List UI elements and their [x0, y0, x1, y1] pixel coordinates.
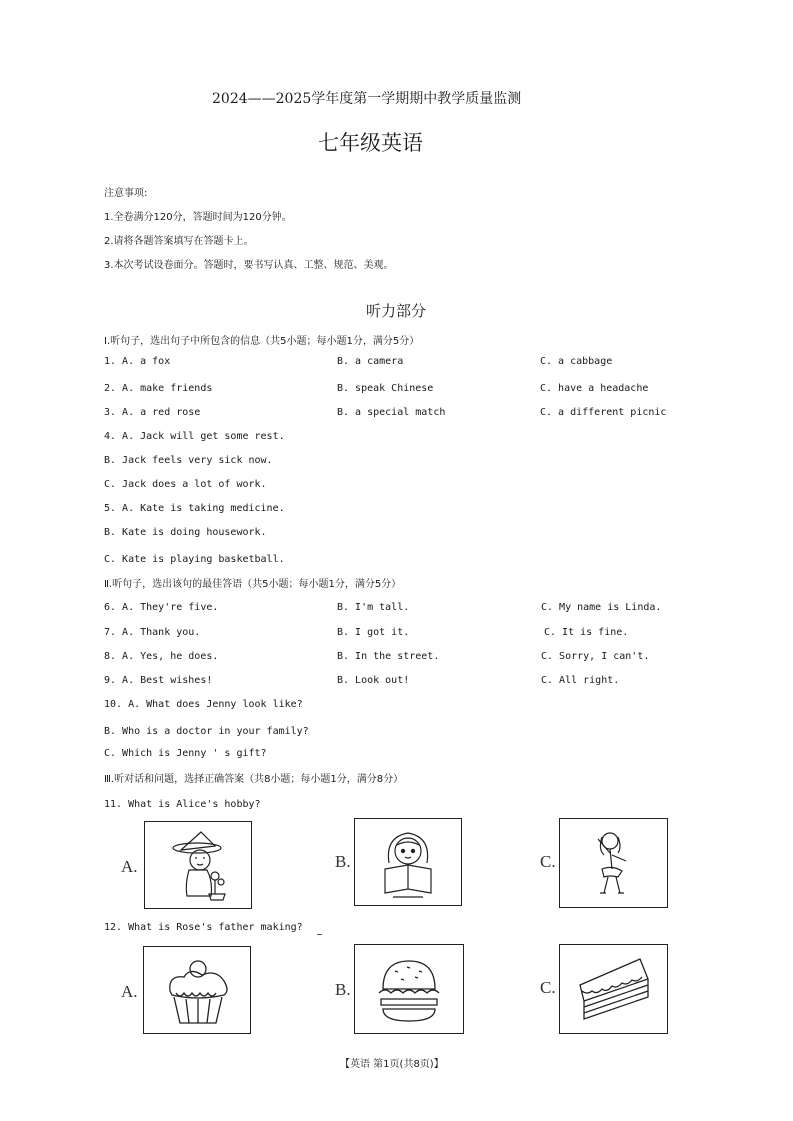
q1-option-a: 1. A. a fox	[104, 356, 171, 367]
girl-reading-book-icon	[355, 819, 461, 905]
q12-picture-c	[559, 944, 668, 1034]
q11-picture-c	[559, 818, 668, 908]
q6-option-b: B. I'm tall.	[337, 602, 410, 613]
q11-picture-a	[144, 821, 252, 909]
q9-option-a: 9. A. Best wishes!	[104, 675, 213, 686]
q11-picture-b	[354, 818, 462, 906]
q6-option-c: C. My name is Linda.	[541, 602, 662, 613]
q7-option-a: 7. A. Thank you.	[104, 627, 201, 638]
q8-option-c: C. Sorry, I can't.	[541, 651, 650, 662]
q11-label-b: B.	[335, 852, 351, 871]
q12-picture-b	[354, 944, 464, 1034]
notes-heading: 注意事项:	[104, 188, 148, 199]
stray-mark	[317, 934, 322, 935]
q9-option-b: B. Look out!	[337, 675, 410, 686]
q3-option-c: C. a different picnic	[540, 407, 667, 418]
q5-option-b: B. Kate is doing housework.	[104, 527, 267, 538]
q5-option-c: C. Kate is playing basketball.	[104, 554, 285, 565]
q12-label-b: B.	[335, 980, 351, 999]
q2-option-a: 2. A. make friends	[104, 383, 213, 394]
q4-option-b: B. Jack feels very sick now.	[104, 455, 273, 466]
q4-option-c: C. Jack does a lot of work.	[104, 479, 267, 490]
q1-option-c: C. a cabbage	[540, 356, 613, 367]
q10-option-a: 10. A. What does Jenny look like?	[104, 699, 303, 710]
hamburger-icon	[355, 945, 463, 1033]
q8-option-b: B. In the street.	[337, 651, 440, 662]
q8-option-a: 8. A. Yes, he does.	[104, 651, 219, 662]
q11-label-a: A.	[121, 857, 138, 876]
q5-option-a: 5. A. Kate is taking medicine.	[104, 503, 285, 514]
girl-dancing-icon	[560, 819, 667, 907]
q11-question: 11. What is Alice's hobby?	[104, 799, 261, 810]
q11-label-c: C.	[540, 852, 556, 871]
q2-option-b: B. speak Chinese	[337, 383, 434, 394]
q7-option-c: C. It is fine.	[544, 627, 629, 638]
q12-picture-a	[143, 946, 251, 1034]
exam-title: 2024——2025学年度第一学期期中教学质量监测	[212, 91, 522, 107]
subject-title: 七年级英语	[318, 131, 423, 155]
q4-option-a: 4. A. Jack will get some rest.	[104, 431, 285, 442]
q6-option-a: 6. A. They're five.	[104, 602, 219, 613]
q10-option-c: C. Which is Jenny ' s gift?	[104, 748, 267, 759]
q9-option-c: C. All right.	[541, 675, 620, 686]
q3-option-a: 3. A. a red rose	[104, 407, 201, 418]
q2-option-c: C. have a headache	[540, 383, 649, 394]
q3-option-b: B. a special match	[337, 407, 446, 418]
q12-label-a: A.	[121, 982, 138, 1001]
part3-instruction: Ⅲ.听对话和问题，选择正确答案（共8小题；每小题1分，满分8分）	[104, 774, 404, 785]
note-item-2: 2.请将各题答案填写在答题卡上。	[104, 236, 254, 247]
note-item-3: 3.本次考试设卷面分。答题时，要书写认真、工整、规范、美观。	[104, 260, 394, 271]
girl-planting-flowers-icon	[145, 822, 251, 908]
q1-option-b: B. a camera	[337, 356, 404, 367]
part2-instruction: Ⅱ.听句子，选出该句的最佳答语（共5小题；每小题1分，满分5分）	[104, 579, 402, 590]
note-item-1: 1.全卷满分120分，答题时间为120分钟。	[104, 212, 292, 223]
q12-question: 12. What is Rose's father making?	[104, 922, 303, 933]
q7-option-b: B. I got it.	[337, 627, 410, 638]
cupcake-icon	[144, 947, 250, 1033]
q10-option-b: B. Who is a doctor in your family?	[104, 726, 309, 737]
listening-section-title: 听力部分	[366, 302, 427, 320]
q12-label-c: C.	[540, 978, 556, 997]
part1-instruction: Ⅰ.听句子，选出句子中所包含的信息（共5小题；每小题1分，满分5分）	[104, 336, 420, 347]
sandwich-icon	[560, 945, 667, 1033]
page-footer: 【英语 第1页(共8页)】	[340, 1059, 444, 1070]
